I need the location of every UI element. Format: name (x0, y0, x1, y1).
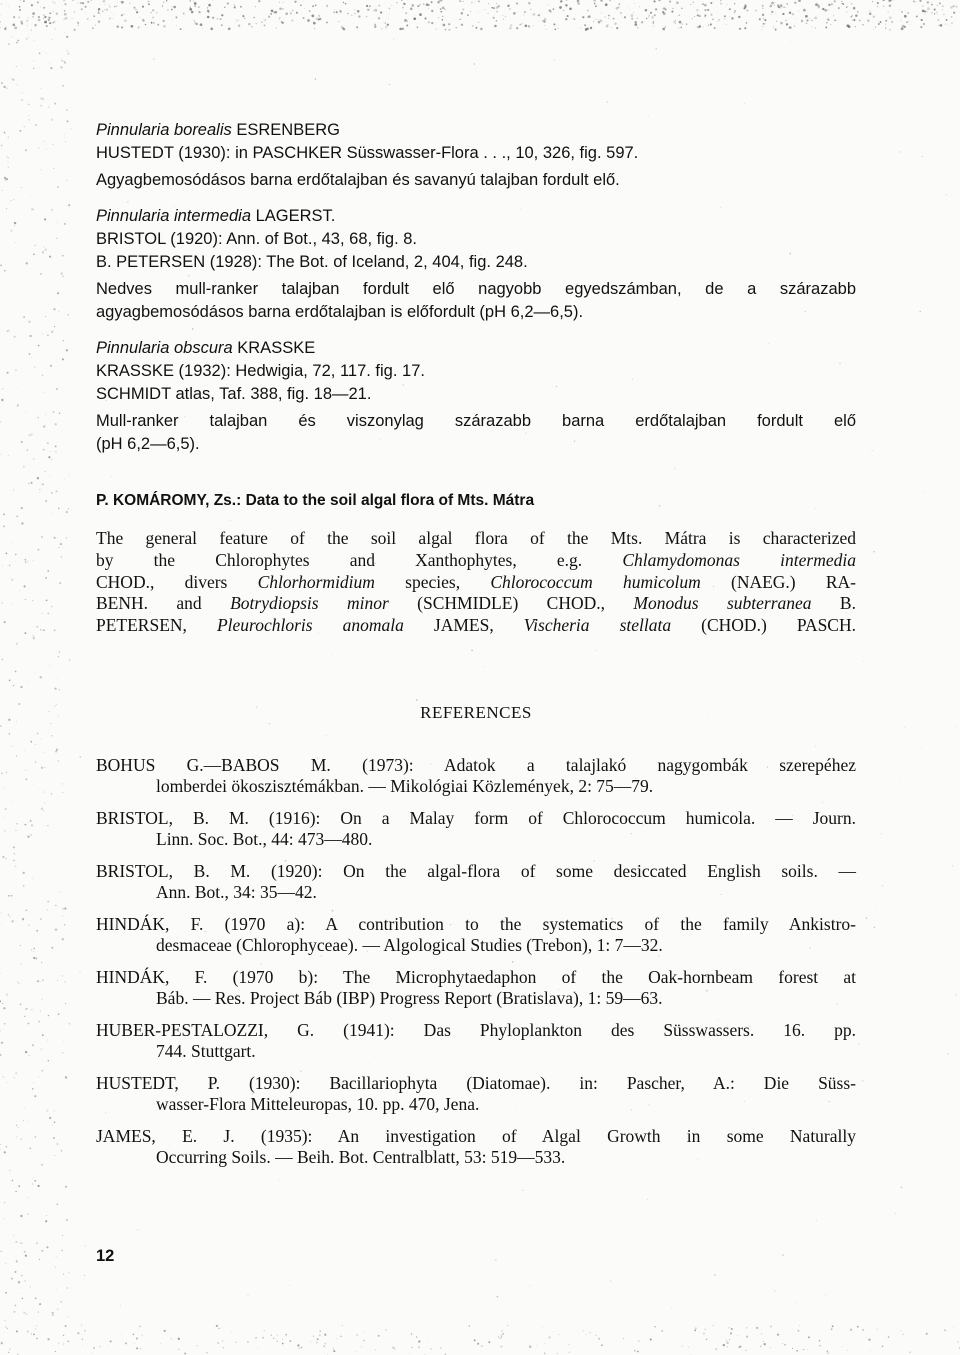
reference-item (96, 1073, 856, 1116)
reference-item (96, 808, 856, 851)
species-name: Pleurochloris anomala (216, 615, 404, 636)
abstract-heading: P. KOMÁROMY, Zs.: Data to the soil algal flora of Mts. Mátra (96, 492, 535, 509)
abstract-text: JAMES, (403, 615, 524, 636)
species-name: Vischeria stellata (523, 615, 672, 636)
taxon-reference: HUSTEDT (1930): in PASCHKER Süsswasser-Flora . . ., 10, 326, fig. 597. (96, 144, 639, 162)
abstract-text: (SCHMIDLE) CHOD., (388, 593, 634, 614)
abstract-line (96, 615, 856, 637)
abstract-line (96, 528, 856, 550)
taxon-note: Nedves mull-ranker talajban fordult elő nagyobb egyedszámban, de a szárazabb (96, 280, 856, 298)
reference-item (96, 914, 856, 957)
reference-first-line: BOHUS G.—BABOS M. (1973): Adatok a talajlakó nagygombák szerepéhez (96, 754, 856, 775)
taxon-reference: B. PETERSEN (1928): The Bot. of Iceland, 2, 404, fig. 248. (96, 253, 528, 271)
reference-first-line: BRISTOL, B. M. (1916): On a Malay form of Chlorococcum humicola. — Journ. (96, 807, 856, 828)
species-name: Botrydiopsis minor (230, 593, 389, 614)
reference-first-line: HUSTEDT, P. (1930): Bacillariophyta (Diatomae). in: Pascher, A.: Die Süss- (96, 1072, 856, 1093)
reference-first-line: BRISTOL, B. M. (1920): On the algal-flora of some desiccated English soils. — (96, 860, 856, 881)
reference-first-line: HUBER-PESTALOZZI, G. (1941): Das Phyloplankton des Süsswassers. 16. pp. (96, 1019, 856, 1040)
reference-continuation: wasser-Flora Mitteleuropas, 10. pp. 470, Jena. (156, 1094, 480, 1115)
references-title: REFERENCES (420, 702, 532, 722)
reference-continuation: desmaceae (Chlorophyceae). — Algological Studies (Trebon), 1: 7—32. (156, 935, 663, 956)
abstract-text: by the Chlorophytes and Xanthophytes, e.g. (96, 549, 623, 570)
taxon-entry (96, 206, 856, 322)
taxon-entry (96, 120, 856, 190)
species-name: Monodus subterranea (633, 593, 812, 614)
taxon-reference: SCHMIDT atlas, Taf. 388, fig. 18—21. (96, 385, 372, 403)
abstract-text: BENH. and (96, 593, 231, 614)
reference-continuation: Ann. Bot., 34: 35—42. (156, 882, 317, 903)
abstract-text: CHOD., divers (96, 571, 258, 592)
taxon-heading (96, 338, 856, 358)
abstract-line (96, 572, 856, 594)
taxon-author: KRASSKE (237, 339, 316, 357)
reference-continuation: Báb. — Res. Project Báb (IBP) Progress Report (Bratislava), 1: 59—63. (156, 988, 663, 1009)
abstract-text: (CHOD.) PASCH. (671, 615, 856, 636)
taxon-author: ESRENBERG (236, 121, 340, 139)
species-name: Chlorococcum humicolum (490, 571, 701, 592)
abstract-line (96, 593, 856, 615)
taxon-entry (96, 338, 856, 454)
reference-first-line: HINDÁK, F. (1970 b): The Microphytaedaphon of the Oak-hornbeam forest at (96, 966, 856, 987)
taxon-reference: KRASSKE (1932): Hedwigia, 72, 117. fig. 17. (96, 362, 425, 380)
taxon-note: agyagbemosódásos barna erdőtalajban is előfordult (pH 6,2—6,5). (96, 303, 584, 321)
reference-continuation: lomberdei ökoszisztémákban. — Mikológiai Közlemények, 2: 75—79. (156, 776, 654, 797)
taxa-section (96, 120, 856, 454)
reference-first-line: JAMES, E. J. (1935): An investigation of Algal Growth in some Naturally (96, 1125, 856, 1146)
references-list (96, 755, 856, 1169)
reference-item (96, 861, 856, 904)
taxon-name: Pinnularia intermedia (96, 207, 252, 225)
page-content (96, 120, 856, 1179)
abstract-text: PETERSEN, (96, 615, 217, 636)
taxon-reference: BRISTOL (1920): Ann. of Bot., 43, 68, fig. 8. (96, 230, 418, 248)
taxon-author: LAGERST. (255, 207, 336, 225)
taxon-note: Mull-ranker talajban és viszonylag szárazabb barna erdőtalajban fordult elő (96, 412, 856, 430)
abstract-text: The general feature of the soil algal flora of the Mts. Mátra is characterized (96, 528, 856, 548)
taxon-note: (pH 6,2—6,5). (96, 435, 200, 453)
reference-continuation: Linn. Soc. Bot., 44: 473—480. (156, 829, 373, 850)
abstract-text: B. (811, 593, 856, 614)
reference-continuation: 744. Stuttgart. (156, 1041, 256, 1062)
species-name: Chlorhormidium (257, 571, 375, 592)
reference-first-line: HINDÁK, F. (1970 a): A contribution to the systematics of the family Ankistro- (96, 913, 856, 934)
taxon-heading (96, 206, 856, 226)
page-number: 12 (96, 1247, 115, 1265)
reference-continuation: Occurring Soils. — Beih. Bot. Centralblatt, 53: 519—533. (156, 1147, 566, 1168)
species-name: Chlamydomonas intermedia (622, 549, 856, 570)
taxon-note: Agyagbemosódásos barna erdőtalajban és savanyú talajban fordult elő. (96, 171, 620, 189)
reference-item (96, 967, 856, 1010)
taxon-name: Pinnularia borealis (96, 121, 232, 139)
reference-item (96, 1126, 856, 1169)
taxon-name: Pinnularia obscura (96, 339, 233, 357)
abstract (96, 528, 856, 637)
taxon-heading (96, 120, 856, 140)
reference-item (96, 1020, 856, 1063)
reference-item (96, 755, 856, 798)
abstract-line (96, 550, 856, 572)
abstract-text: species, (374, 571, 491, 592)
abstract-text: (NAEG.) RA- (700, 571, 857, 592)
